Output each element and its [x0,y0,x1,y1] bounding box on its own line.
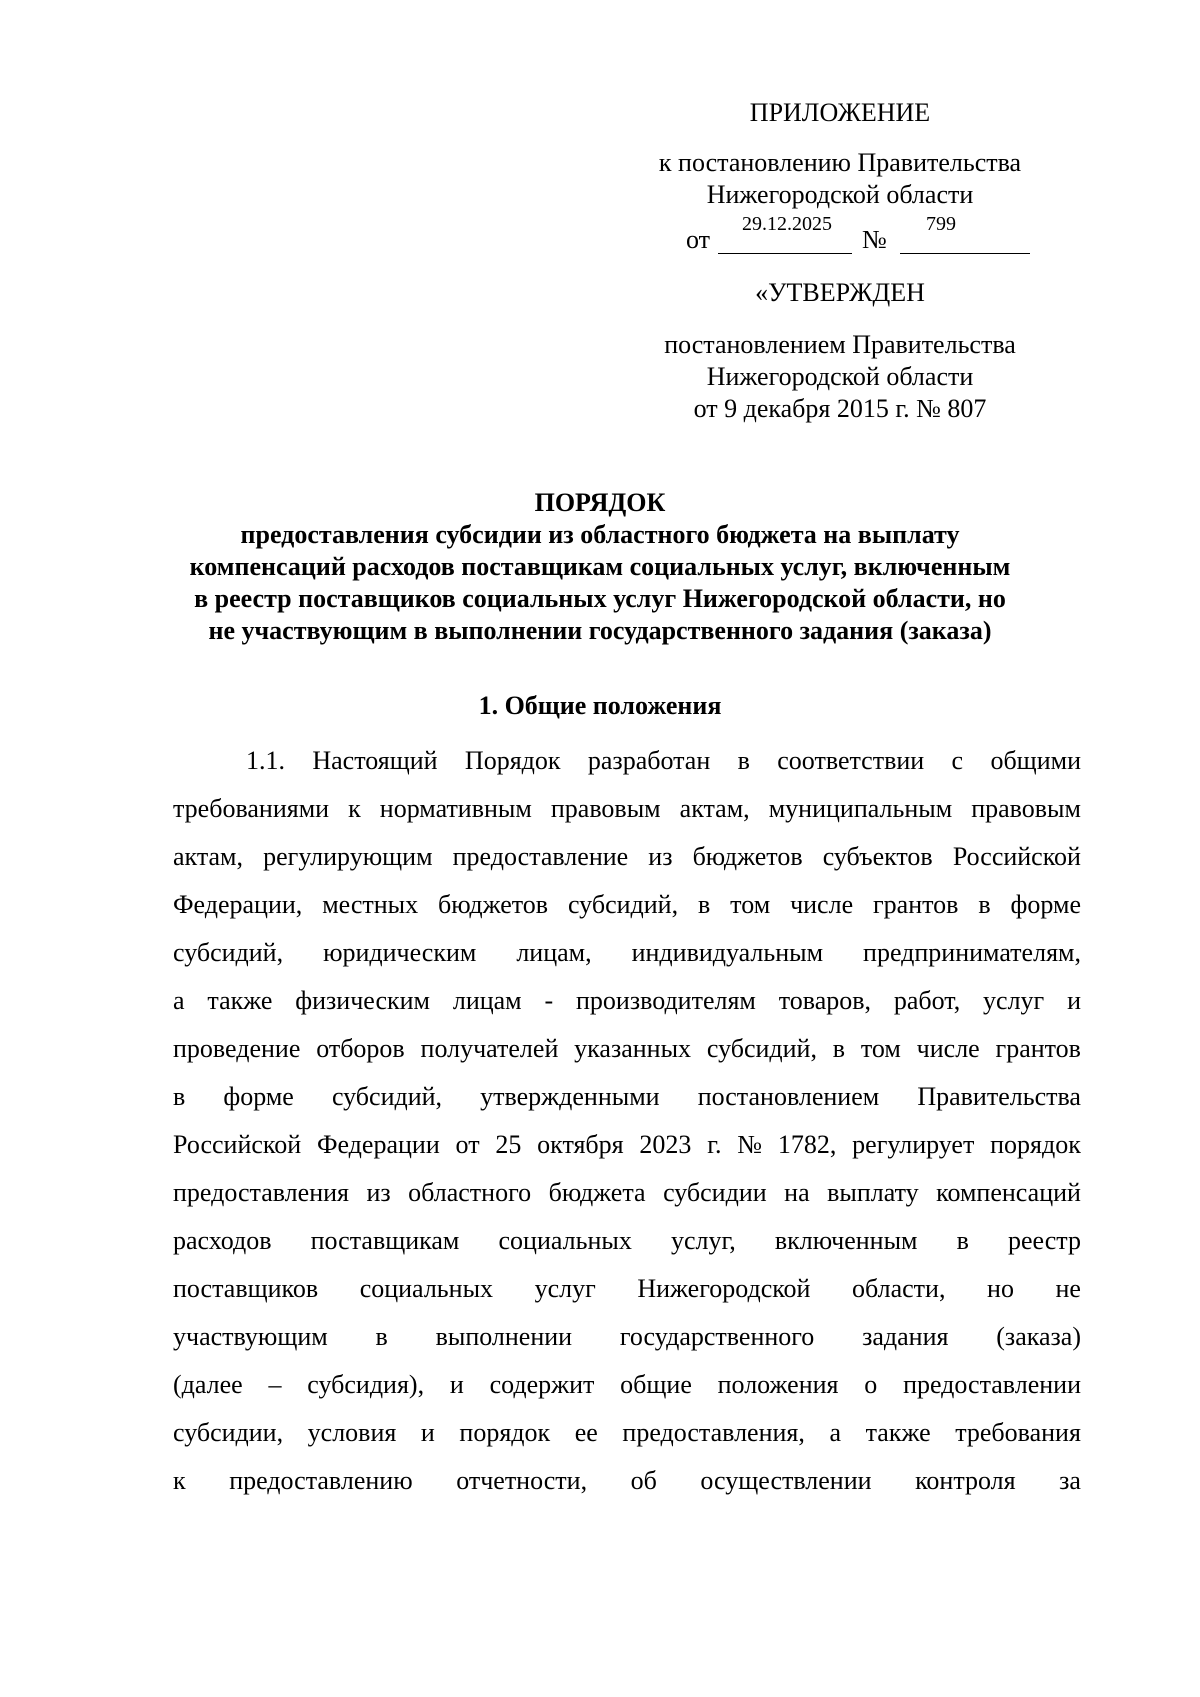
word: (заказа) [996,1322,1081,1351]
word: лицам [452,986,522,1015]
word: компенсаций [936,1178,1081,1207]
word: бюджетов [692,842,803,871]
word: общими [990,746,1081,775]
resolution-number: 799 [926,213,956,235]
appendix-line-1: к постановлению Правительства [658,148,1022,177]
word: физическим [295,986,430,1015]
word: лицам, [516,938,592,967]
word: контроля [915,1466,1016,1495]
document-heading [130,487,1070,647]
word: правовым [550,794,661,823]
word: предоставление [452,842,629,871]
paragraph-line [173,1313,1081,1361]
appendix-line-2: Нижегородской области [706,180,974,209]
word: форме [1010,890,1081,919]
word: требованиями [173,794,330,823]
word: муниципальным [768,794,953,823]
word: Правительства [917,1082,1081,1111]
paragraph-line [173,881,1081,929]
document-subtitle-line: в реестр поставщиков социальных услуг Нижегородской области, но [194,584,1006,613]
date-underline [718,253,852,254]
paragraph-line [173,1457,1081,1505]
word: бюджетов [438,890,549,919]
word: социальных [359,1274,494,1303]
paragraph-line [173,1169,1081,1217]
word: Настоящий [312,746,438,775]
word: предпринимателям, [863,938,1081,967]
word: общие [620,1370,692,1399]
paragraph-line [173,1073,1081,1121]
word: включенным [774,1226,918,1255]
word: с [951,746,964,775]
word: разработан [587,746,711,775]
section-paragraph [173,737,1081,1505]
word: утвержденными [480,1082,660,1111]
document-subtitle-line: не участвующим в выполнении государственного задания (заказа) [208,616,992,645]
word: отборов [316,1034,405,1063]
word: из [366,1178,391,1207]
word: соответствии [777,746,925,775]
word: 25 [495,1130,522,1159]
word: об [630,1466,657,1495]
paragraph-line [173,1025,1081,1073]
word: Российской [952,842,1081,871]
paragraph-line [173,929,1081,977]
word: в [978,890,991,919]
word: социальных [498,1226,632,1255]
appendix-header [600,97,1080,211]
word: указанных [574,1034,692,1063]
word: постановлением [697,1082,880,1111]
word: субсидии [663,1178,767,1207]
word: субсидий, [706,1034,817,1063]
word: регулирует [852,1130,975,1159]
word: актам, [173,842,244,871]
from-label: от [686,225,711,254]
word: 2023 [639,1130,692,1159]
word: 1.1. [246,746,285,775]
word: услуг, [670,1226,736,1255]
word: том [860,1034,901,1063]
word: за [1059,1466,1081,1495]
word: правовым [971,794,1081,823]
word: также [865,1418,931,1447]
paragraph-line [173,1265,1081,1313]
word: предоставлению [229,1466,413,1495]
word: работ, [893,986,961,1015]
word: поставщиков [173,1274,319,1303]
word: местных [322,890,419,919]
word: предоставлении [903,1370,1081,1399]
document-subtitle-line: предоставления субсидии из областного бюджета на выплату [240,520,960,549]
word: а [829,1418,842,1447]
word: но [987,1274,1014,1303]
word: в [737,746,750,775]
word: форме [223,1082,294,1111]
word: Федерации [316,1130,440,1159]
word: порядок [459,1418,551,1447]
word: осуществлении [700,1466,872,1495]
word: государственного [619,1322,815,1351]
word: – [268,1370,282,1399]
word: а [173,986,185,1015]
word: числе [790,890,854,919]
word: в [173,1082,186,1111]
word: Нижегородской [637,1274,811,1303]
word: субсидий, [331,1082,443,1111]
word: Порядок [464,746,561,775]
word: к [348,794,361,823]
paragraph-line [173,977,1081,1025]
word: юридическим [323,938,477,967]
word: реестр [1008,1226,1081,1255]
document-title: ПОРЯДОК [534,488,666,517]
word: 1782, [777,1130,837,1159]
word: субсидия), [307,1370,425,1399]
paragraph-line [173,1217,1081,1265]
word: грантов [995,1034,1081,1063]
word: субъектов [822,842,933,871]
word: от [455,1130,480,1159]
word: нормативным [379,794,532,823]
word: и [449,1370,464,1399]
word: в [956,1226,969,1255]
word: порядок [990,1130,1081,1159]
word: услуг [534,1274,596,1303]
word: в [832,1034,846,1063]
word: задания [862,1322,949,1351]
word: бюджета [548,1178,646,1207]
word: и [1067,986,1081,1015]
word: (далее [173,1370,243,1399]
word: и [420,1418,435,1447]
approved-line-1: постановлением Правительства [664,330,1016,359]
paragraph-line [173,1361,1081,1409]
paragraph-line [173,1121,1081,1169]
word: из [648,842,673,871]
word: актам, [679,794,750,823]
word: г. [707,1130,722,1159]
paragraph-line [173,833,1081,881]
word: индивидуальным [631,938,824,967]
word: требования [955,1418,1081,1447]
word: Российской [173,1130,302,1159]
word: - [544,986,554,1015]
word: числе [916,1034,980,1063]
word: выплату [827,1178,919,1207]
paragraph-line [173,1409,1081,1457]
number-underline [900,253,1030,254]
word: субсидий, [567,890,679,919]
word: грантов [873,890,959,919]
word: № [737,1130,763,1159]
word: товаров, [778,986,872,1015]
word: отчетности, [456,1466,588,1495]
word: выполнении [435,1322,573,1351]
paragraph-line [173,737,1081,785]
word: получателей [420,1034,559,1063]
word: производителям [576,986,756,1015]
word: о [864,1370,878,1399]
word: содержит [489,1370,595,1399]
word: октября [537,1130,624,1159]
word: Федерации, [173,890,303,919]
approved-title: «УТВЕРЖДЕН [755,278,925,307]
word: к [173,1466,186,1495]
word: поставщикам [310,1226,460,1255]
appendix-title: ПРИЛОЖЕНИЕ [749,98,931,127]
word: ее [574,1418,598,1447]
word: участвующим [173,1322,328,1351]
word: проведение [173,1034,301,1063]
word: том [730,890,771,919]
word: регулирующим [263,842,433,871]
approved-line-3: от 9 декабря 2015 г. № 807 [693,394,987,423]
section-title: 1. Общие положения [478,691,722,720]
paragraph-line [173,785,1081,833]
word: также [207,986,273,1015]
document-subtitle-line: компенсаций расходов поставщикам социальных услуг, включенным [189,552,1011,581]
word: в [375,1322,388,1351]
approved-line-2: Нижегородской области [706,362,974,391]
word: условия [307,1418,397,1447]
word: областного [408,1178,532,1207]
word: субсидий, [173,938,284,967]
approved-header [600,277,1080,425]
word: в [697,890,711,919]
word: предоставления, [622,1418,805,1447]
word: расходов [173,1226,272,1255]
word: на [784,1178,810,1207]
word: субсидии, [173,1418,284,1447]
word: предоставления [173,1178,349,1207]
word: области, [852,1274,946,1303]
resolution-date: 29.12.2025 [742,213,832,235]
number-label: № [862,225,887,254]
word: услуг [983,986,1045,1015]
word: положения [717,1370,839,1399]
word: не [1055,1274,1081,1303]
